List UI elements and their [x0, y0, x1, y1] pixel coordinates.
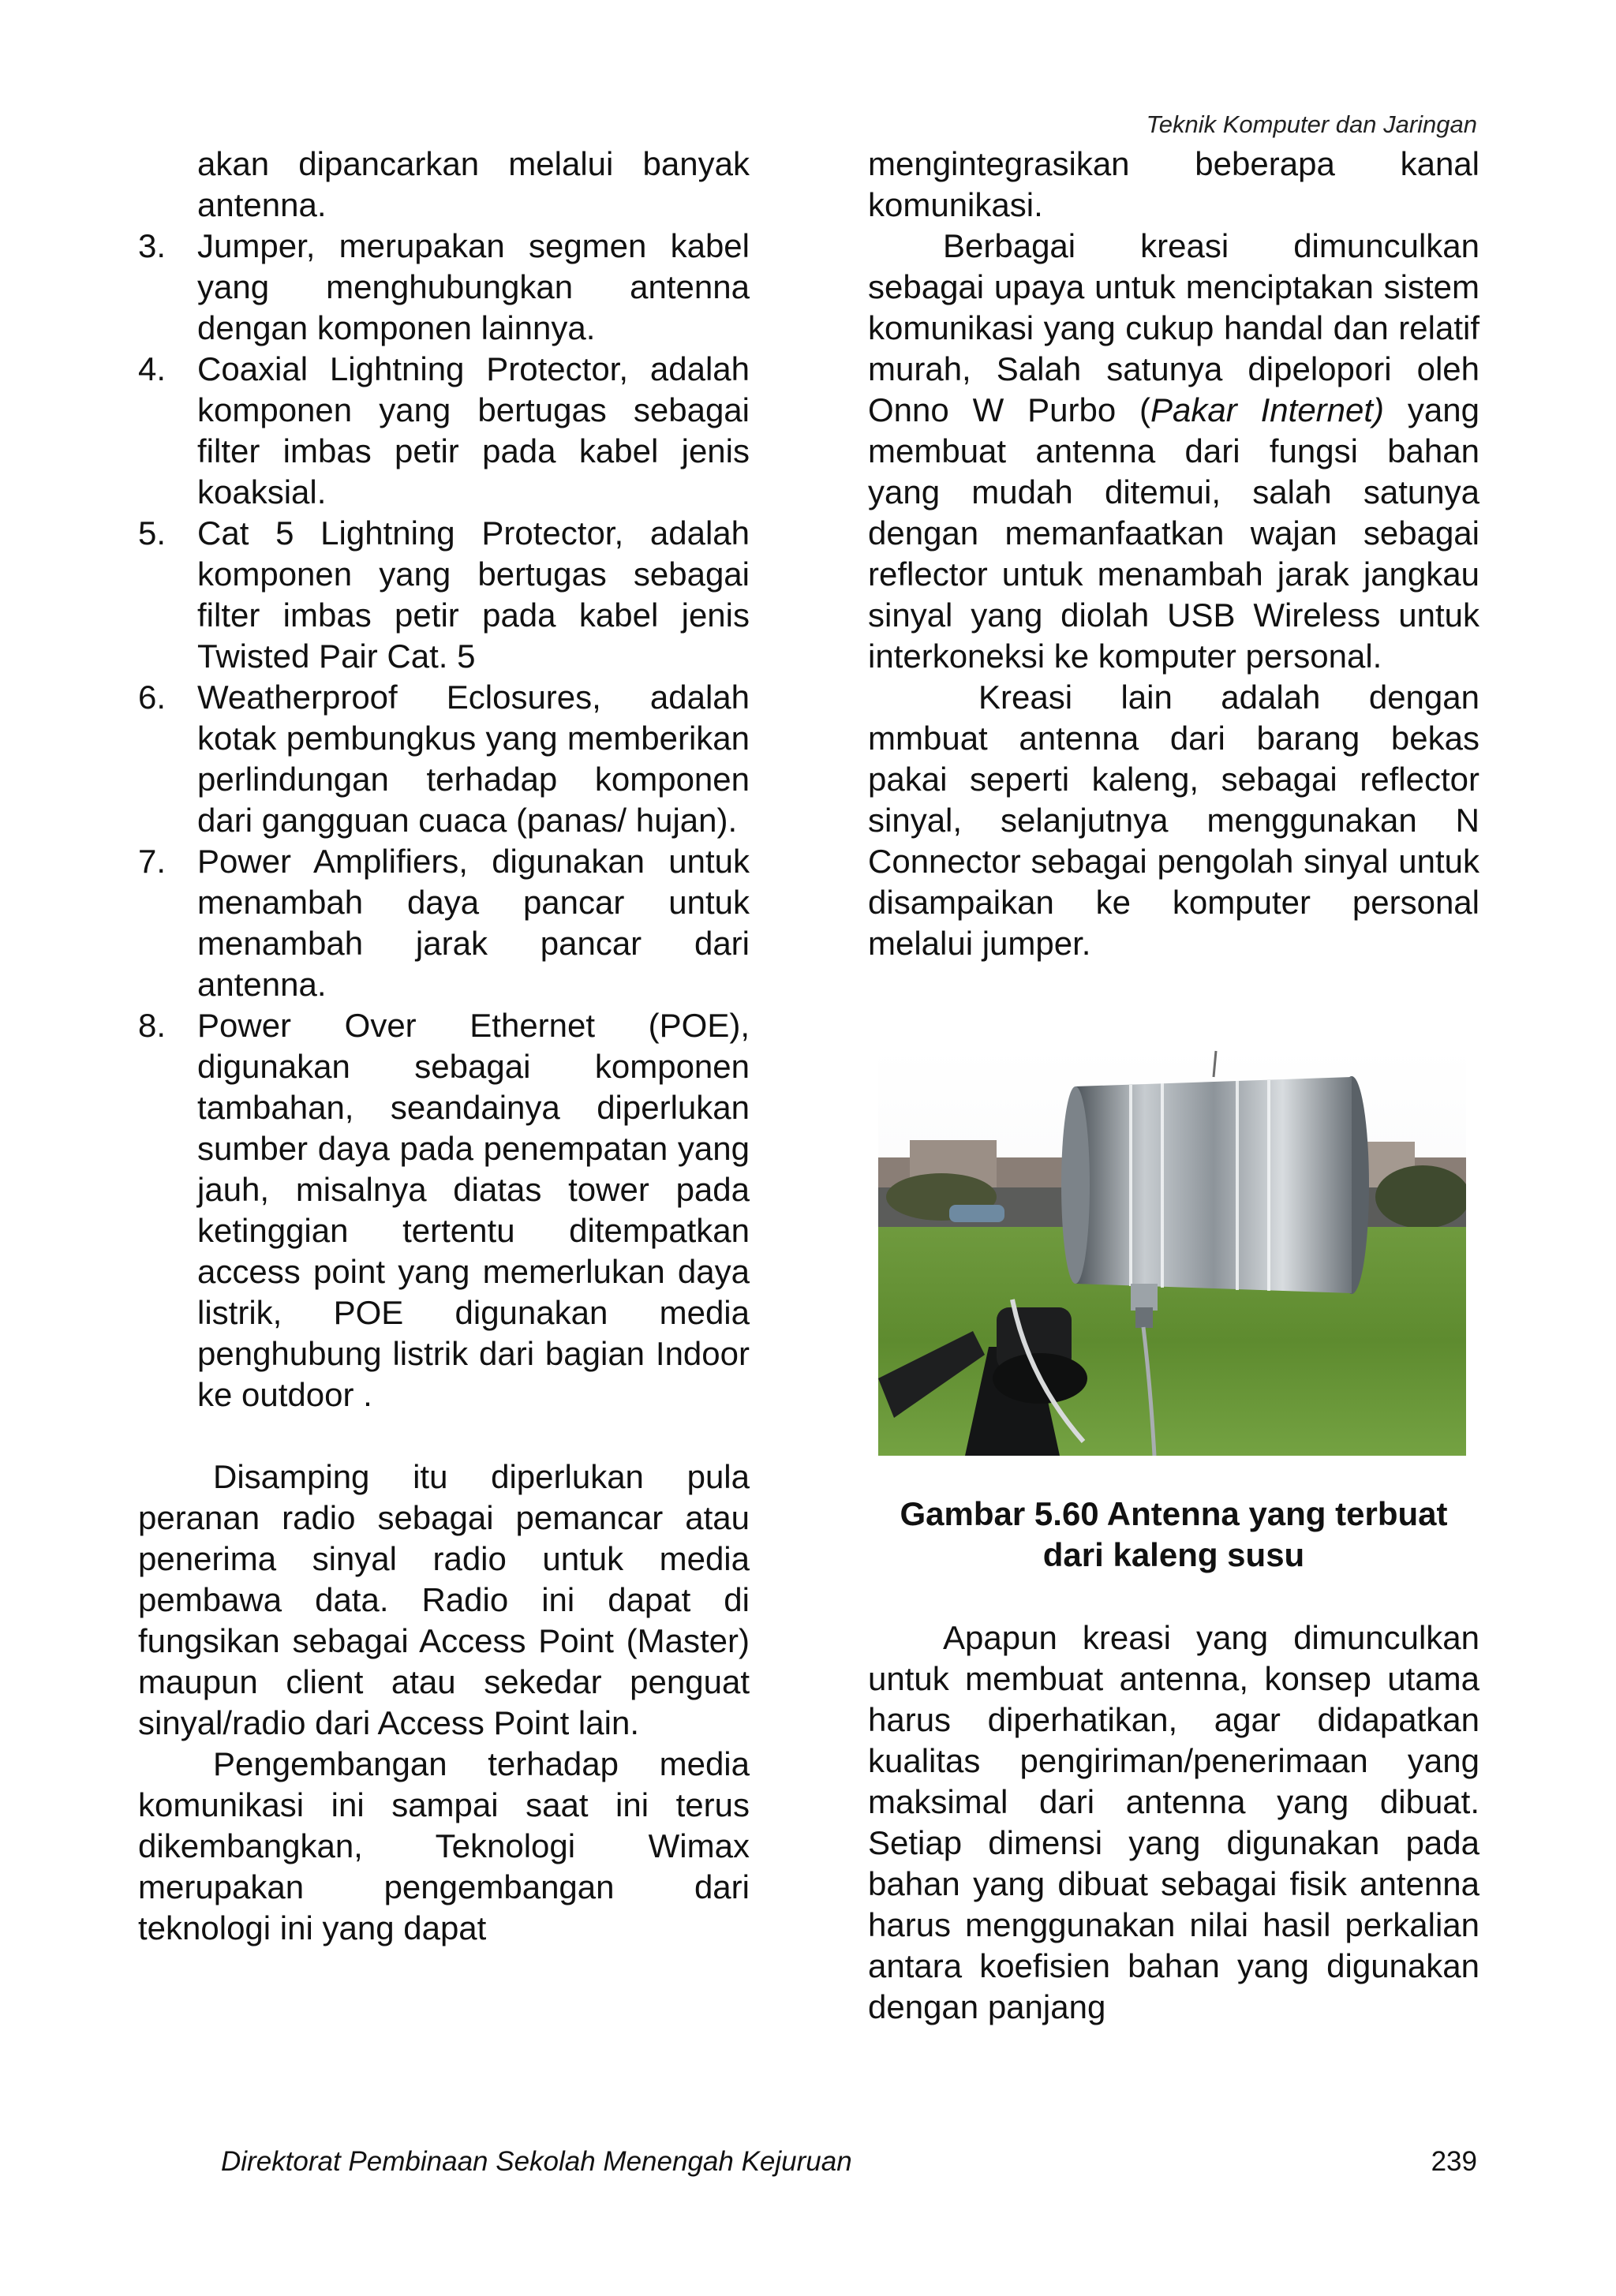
- paragraph-text: Berbagai kreasi dimunculkan sebagai upaya untuk menciptakan sistem komunikasi yang cukup handal dan relatif murah, Salah satunya dipelopori oleh Onno W Purbo (: [868, 227, 1479, 428]
- antenna-photo-illustration: [878, 1047, 1466, 1456]
- body-paragraph: Pengembangan terhadap media komunikasi ini sampai saat ini terus dikembangkan, Teknologi Wimax merupakan pengembangan dari teknologi ini yang dapat: [138, 1745, 750, 1946]
- list-item-text: Cat 5 Lightning Protector, adalah komponen yang bertugas sebagai filter imbas petir pada kabel jenis Twisted Pair Cat. 5: [197, 514, 750, 675]
- body-paragraph: [868, 226, 1479, 677]
- caption-line: dari kaleng susu: [1042, 1536, 1305, 1573]
- list-item-text: Coaxial Lightning Protector, adalah komponen yang bertugas sebagai filter imbas petir pada kabel jenis koaksial.: [197, 350, 750, 510]
- list-number: 5.: [138, 514, 166, 552]
- figure-caption: [868, 1494, 1479, 1576]
- list-item: [138, 841, 750, 1005]
- antenna-photo: [878, 1047, 1466, 1456]
- list-item: [138, 677, 750, 841]
- list-item-text: Jumper, merupakan segmen kabel yang menghubungkan antenna dengan komponen lainnya.: [197, 227, 750, 346]
- list-item-text: Weatherproof Eclosures, adalah kotak pembungkus yang memberikan perlindungan terhadap komponen dari gangguan cuaca (panas/ hujan).: [197, 679, 750, 839]
- paragraph-text: yang membuat antenna dari fungsi bahan yang mudah ditemui, salah satunya dengan memanfaatkan wajan sebagai reflector untuk menambah jarak jangkau sinyal yang diolah USB Wireless untuk interkoneksi ke komputer personal.: [868, 391, 1479, 675]
- list-item-text: Power Over Ethernet (POE), digunakan sebagai komponen tambahan, seandainya diperlukan sumber daya pada penempatan yang jauh, misalnya diatas tower pada ketinggian tertentu ditempatkan access point yang memerlukan daya listrik, POE digunakan media penghubung listrik dari bagian Indoor ke outdoor .: [197, 1007, 750, 1413]
- body-paragraph: Kreasi lain adalah dengan mmbuat antenna dari barang bekas pakai seperti kaleng, sebagai reflector sinyal, selanjutnya menggunakan N Connector sebagai pengolah sinyal untuk disampaikan ke komputer personal melalui jumper.: [868, 679, 1479, 962]
- component-list: [138, 226, 750, 1415]
- left-column: [138, 144, 750, 1949]
- list-number: 6.: [138, 679, 166, 716]
- list-number: 7.: [138, 843, 166, 880]
- body-paragraph: Disamping itu diperlukan pula peranan radio sebagai pemancar atau penerima sinyal radio untuk media pembawa data. Radio ini dapat di fungsikan sebagai Access Point (Master) maupun client atau sekedar penguat sinyal/radio dari Access Point lain.: [138, 1458, 750, 1741]
- list-item-text: Power Amplifiers, digunakan untuk menambah daya pancar untuk menambah jarak pancar dari antenna.: [197, 843, 750, 1003]
- running-header: Teknik Komputer dan Jaringan: [1146, 110, 1477, 138]
- footer-publisher: Direktorat Pembinaan Sekolah Menengah Kejuruan: [221, 2146, 852, 2177]
- list-item: [138, 513, 750, 677]
- list-item: [138, 349, 750, 513]
- page-number: 239: [1431, 2146, 1477, 2177]
- right-column-lower: [868, 1617, 1479, 2028]
- list-item: [138, 226, 750, 349]
- list-number: 8.: [138, 1007, 166, 1044]
- continued-text: mengintegrasikan beberapa kanal komunikasi.: [868, 145, 1479, 223]
- emphasis-text: Pakar Internet): [1150, 391, 1385, 428]
- continued-text: akan dipancarkan melalui banyak antenna.: [197, 145, 750, 223]
- list-number: 3.: [138, 227, 166, 264]
- list-item: [138, 1005, 750, 1415]
- body-paragraph: Apapun kreasi yang dimunculkan untuk membuat antenna, konsep utama harus diperhatikan, agar didapatkan kualitas pengiriman/penerimaan yang maksimal dari antenna yang dibuat. Setiap dimensi yang digunakan pada bahan yang dibuat sebagai fisik antenna harus menggunakan nilai hasil perkalian antara koefisien bahan yang digunakan dengan panjang: [868, 1619, 1479, 2025]
- caption-line: Gambar 5.60 Antenna yang terbuat: [900, 1495, 1448, 1532]
- list-number: 4.: [138, 350, 166, 387]
- right-column: [868, 144, 1479, 964]
